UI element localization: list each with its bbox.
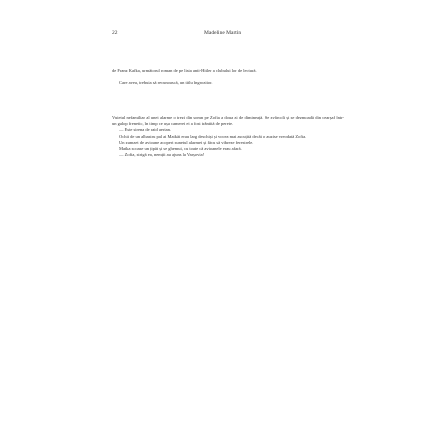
paragraph: Un zumzet de avioane acoperi sunetul alarmei și făcu să vibreze ferestrele. (119, 139, 254, 145)
paragraph: Ochii de un albastru pal ai Matkăi erau larg deschiși și vocea mai ascuțită decât o auzise vreodată Zofia. (119, 133, 307, 139)
paragraph: Vuietul nefamiliar al unei alarme o trezi din somn pe Zofia a doua zi de dimineață. Se zvârcoli și se dezmoadă din cearșaf într-un galop frenetic, în timp ce ușa camerei ei a fost trântită de perete. (112, 115, 344, 127)
dialogue-line: — Este sirena de raid aerian. (119, 127, 171, 133)
paragraph-block-2 (112, 80, 344, 86)
paragraph-block-1 (112, 68, 344, 74)
paragraph: Matka scoase un țipăt și se ghemui, cu toate că avioanele erau afară. (119, 146, 242, 152)
dialogue-line: — Zofia, strigă ea, nemții au ajuns la Varșovia! (119, 152, 205, 158)
page-header (112, 30, 344, 40)
paragraph-block-3 (112, 115, 344, 158)
paragraph: Care avea, trebuia să recunoască, un titlu îngrozitor. (119, 80, 213, 85)
paragraph: de Franz Kafka, următorul roman de pe lista anti-Hitler a clubului lor de lectură. (112, 68, 257, 73)
running-title: Madeline Martin (204, 30, 242, 36)
page-number: 22 (112, 30, 118, 36)
